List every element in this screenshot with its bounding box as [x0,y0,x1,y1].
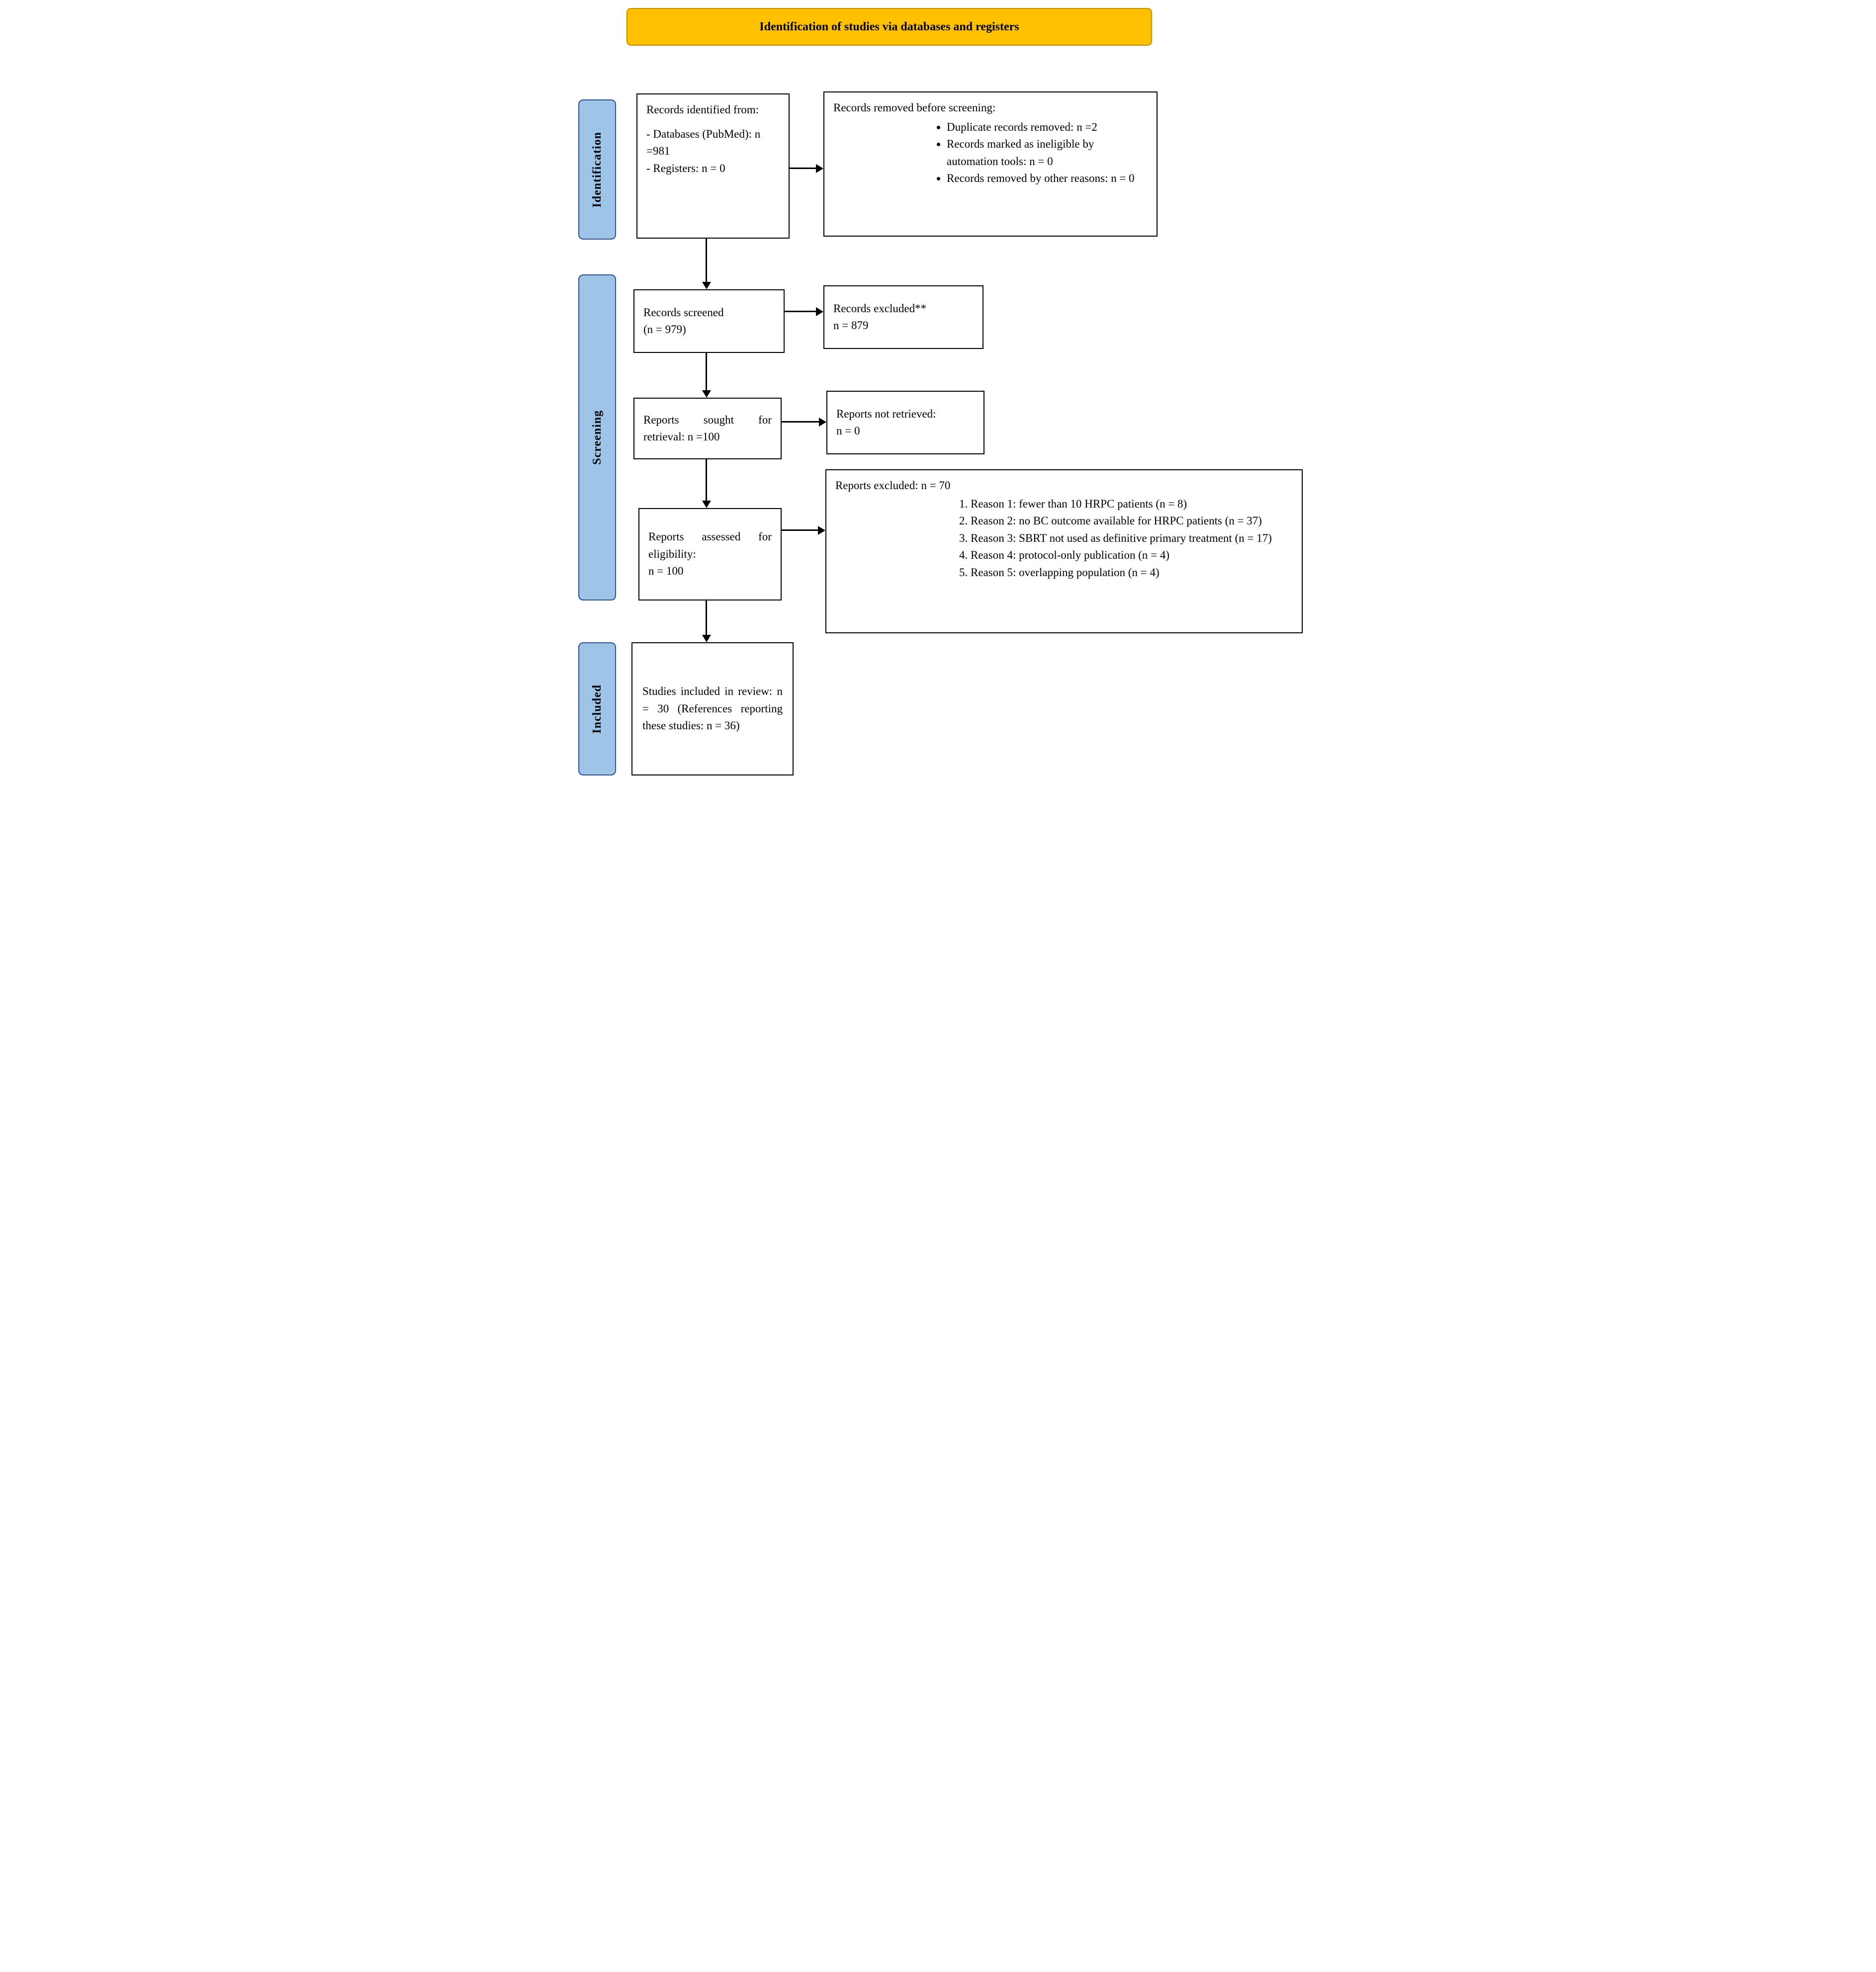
prisma-flow-diagram [563,0,1313,789]
arrow-sought-to-not-retrieved [782,421,819,423]
reports-excluded-list [835,496,1293,582]
records-screened-line1: Records screened [643,306,724,319]
stage-label-included [578,642,616,775]
records-excluded-line1: Records excluded** [833,302,927,315]
records-identified-intro: Records identified from: [646,103,759,116]
records-removed-title: Records removed before screening: [833,101,996,114]
reports-excluded-reason-5: 5. Reason 5: overlapping population (n = 4) [971,564,1293,582]
stage-label-identification-text: Identification [590,131,604,208]
records-screened-line2: (n = 979) [643,323,686,336]
arrow-screened-to-excluded [785,311,816,312]
reports-not-retrieved-line2: n = 0 [836,425,860,437]
records-excluded-line2: n = 879 [833,319,869,332]
stage-label-included-text: Included [590,684,604,734]
records-identified-registers: - Registers: n = 0 [646,162,725,174]
reports-excluded-reason-1: 1. Reason 1: fewer than 10 HRPC patients (n = 8) [971,496,1293,513]
stage-label-screening [578,274,616,600]
records-removed-bullet-3: • Records removed by other reasons: n = 0 [947,170,1148,187]
box-reports-sought [633,398,782,459]
arrow-screened-to-sought [706,353,707,391]
reports-excluded-reason-3: 3. Reason 3: SBRT not used as definitive primary treatment (n = 17) [971,530,1293,547]
studies-included-text: Studies included in review: n = 30 (References reporting these studies: n = 36) [642,685,783,732]
box-records-screened [633,289,785,353]
reports-excluded-reason-2: 2. Reason 2: no BC outcome available for HRPC patients (n = 37) [971,513,1293,530]
box-reports-excluded [825,469,1303,633]
records-removed-list [833,119,1148,187]
arrow-sought-to-assessed [706,459,707,501]
reports-not-retrieved-line1: Reports not retrieved: [836,407,936,420]
records-removed-bullet-1: • Duplicate records removed: n =2 [947,119,1148,136]
records-identified-databases: - Databases (PubMed): n =981 [646,127,761,157]
box-records-excluded [823,285,983,349]
reports-excluded-reason-4: 4. Reason 4: protocol-only publication (n = 4) [971,547,1293,564]
reports-excluded-title: Reports excluded: n = 70 [835,479,951,492]
reports-sought-text: Reports sought for retrieval: n =100 [643,413,772,443]
box-reports-not-retrieved [826,391,984,454]
records-removed-bullet-2: • Records marked as ineligible by automation tools: n = 0 [947,136,1148,170]
arrow-identified-to-screened [706,239,707,282]
box-records-removed [823,91,1158,237]
reports-assessed-line1: Reports assessed for eligibility: [648,530,772,560]
title-banner-text: Identification of studies via databases and registers [759,20,1019,33]
box-reports-assessed [638,508,782,600]
box-records-identified [636,93,790,239]
arrow-assessed-to-included [706,600,707,635]
stage-label-screening-text: Screening [590,410,604,465]
arrow-identified-to-removed [790,168,816,169]
stage-label-identification [578,99,616,240]
reports-assessed-line2: n = 100 [648,565,684,578]
arrow-assessed-to-reports-excluded [782,529,818,531]
box-studies-included [631,642,794,775]
title-banner [626,8,1152,46]
